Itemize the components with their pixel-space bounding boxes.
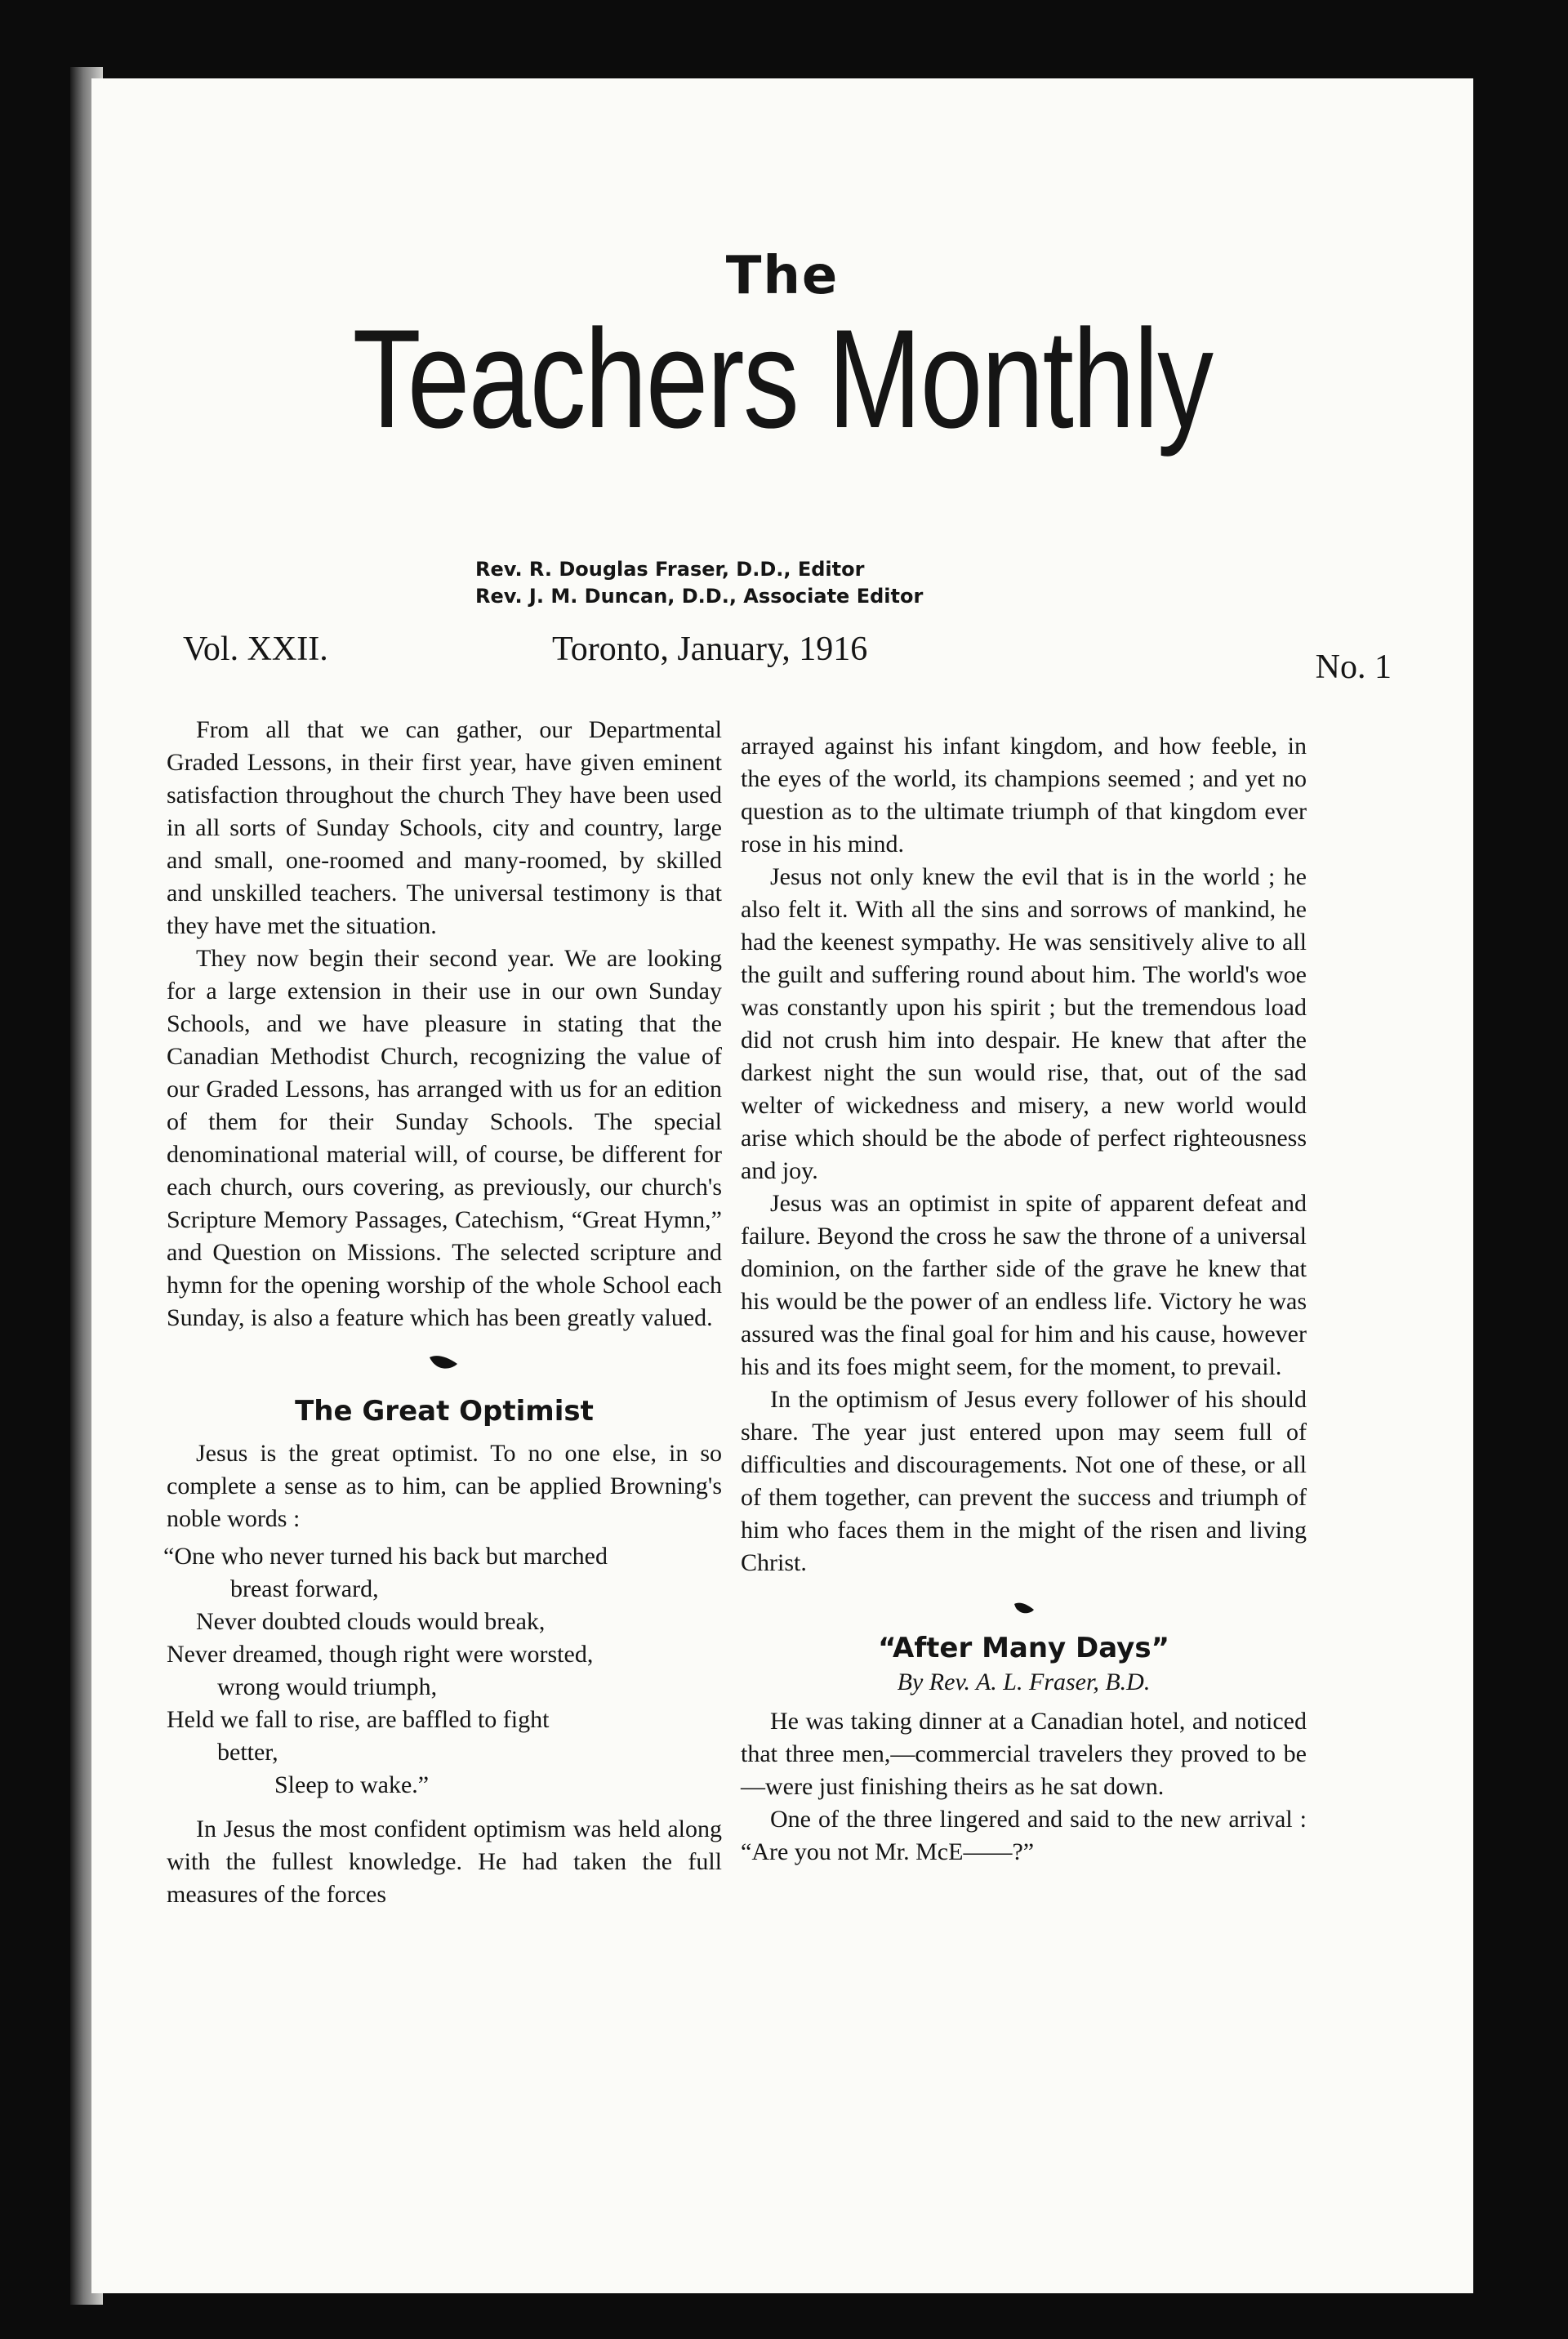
editor-line: Rev. R. Douglas Fraser, D.D., Editor xyxy=(475,558,865,581)
intro-paragraph: They now begin their second year. We are looking for a large extension in their use in our own Sunday Schools, and we have pleasure in stating that the Canadian Methodist Church, recognizing the value of our Graded Lessons, has arranged with us for an edition of them for their Sunday Schools. The special denominational material will, of course, be different for each church, ours covering, as previously, our church's Scripture Memory Passages, Catechism, “Great Hymn,” and Question on Missions. The selected scripture and hymn for the opening worship of the whole School each Sunday, is also a feature which has been greatly valued. xyxy=(167,945,722,1331)
masthead-title: Teachers Monthly xyxy=(352,301,1213,457)
continuation-paragraph: arrayed against his infant kingdom, and how feeble, in the eyes of the world, its champions seemed ; and yet no question as to the ultimate triumph of that kingdom ever rose in his mind. xyxy=(741,733,1307,858)
continuation-paragraph: Jesus was an optimist in spite of apparent defeat and failure. Beyond the cross he saw the throne of a universal dominion, on the farther side of the grave he knew that his would be the power of an endless life. Victory he was assured was the final goal for him and his cause, however his and its foes might seem, for the moment, to prevail. xyxy=(741,1190,1307,1380)
poem-line: wrong would triumph, xyxy=(217,1673,438,1700)
story-paragraph: One of the three lingered and said to the new arrival : “Are you not Mr. McE——?” xyxy=(741,1806,1307,1865)
section-intro: Jesus is the great optimist. To no one else, in so complete a sense as to him, can be applied Browning's noble words : xyxy=(167,1440,722,1532)
issue-number: No. 1 xyxy=(1315,648,1392,686)
browning-poem xyxy=(163,1540,722,1802)
poem-line: breast forward, xyxy=(230,1575,379,1602)
section-title-great-optimist: The Great Optimist xyxy=(295,1395,594,1428)
story-paragraph: He was taking dinner at a Canadian hotel, and noticed that three men,—commercial travelers they proved to be—were just finishing theirs as he sat down. xyxy=(741,1708,1307,1800)
closing-paragraph: In Jesus the most confident optimism was held along with the fullest knowledge. He had taken the full measures of the forces xyxy=(167,1816,722,1908)
poem-line: Never doubted clouds would break, xyxy=(196,1608,546,1635)
section-title-after-many-days: “After Many Days” xyxy=(878,1632,1169,1664)
poem-line: Never dreamed, though right were worsted, xyxy=(167,1641,594,1668)
continuation-paragraph: Jesus not only knew the evil that is in the world ; he also felt it. With all the sins and sorrows of mankind, he had the keenest sympathy. He was sensitively alive to all the guilt and suffering round about him. The world's woe was constantly upon his spirit ; but the tremendous load did not crush him into despair. He knew that after the darkest night the sun would rise, that, out of the sad welter of wickedness and misery, a new world would arise which should be the abode of perfect righteousness and joy. xyxy=(741,863,1307,1184)
volume-number: Vol. XXII. xyxy=(183,630,328,668)
right-column xyxy=(741,730,1307,1869)
poem-line: “One who never turned his back but marched xyxy=(163,1543,608,1570)
left-column xyxy=(163,714,722,1911)
magazine-page xyxy=(91,78,1473,2293)
poem-line: Sleep to wake.” xyxy=(274,1771,430,1798)
intro-paragraph: From all that we can gather, our Departmental Graded Lessons, in their first year, have given eminent satisfaction throughout the church They have been used in all sorts of Sunday Schools, city and country, large and small, one-roomed and many-roomed, by skilled and unskilled teachers. The universal testimony is that they have met the situation. xyxy=(167,716,722,939)
leaf-ornament-icon xyxy=(428,1352,461,1372)
issue-date: Toronto, January, 1916 xyxy=(552,630,868,668)
masthead-the: The xyxy=(725,246,840,306)
continuation-paragraph: In the optimism of Jesus every follower of his should share. The year just entered upon may seem full of difficulties and discouragements. Not one of these, or all of them together, can prevent the success and triumph of him who faces them in the might of the risen and living Christ. xyxy=(741,1386,1307,1576)
associate-editor-line: Rev. J. M. Duncan, D.D., Associate Editor xyxy=(475,585,924,608)
leaf-ornament-icon xyxy=(1013,1601,1036,1615)
issue-line xyxy=(183,630,1392,687)
poem-line: Held we fall to rise, are baffled to fight xyxy=(167,1706,550,1733)
poem-line: better, xyxy=(217,1739,278,1766)
byline: By Rev. A. L. Fraser, B.D. xyxy=(897,1668,1151,1695)
editors-block xyxy=(475,556,1129,610)
